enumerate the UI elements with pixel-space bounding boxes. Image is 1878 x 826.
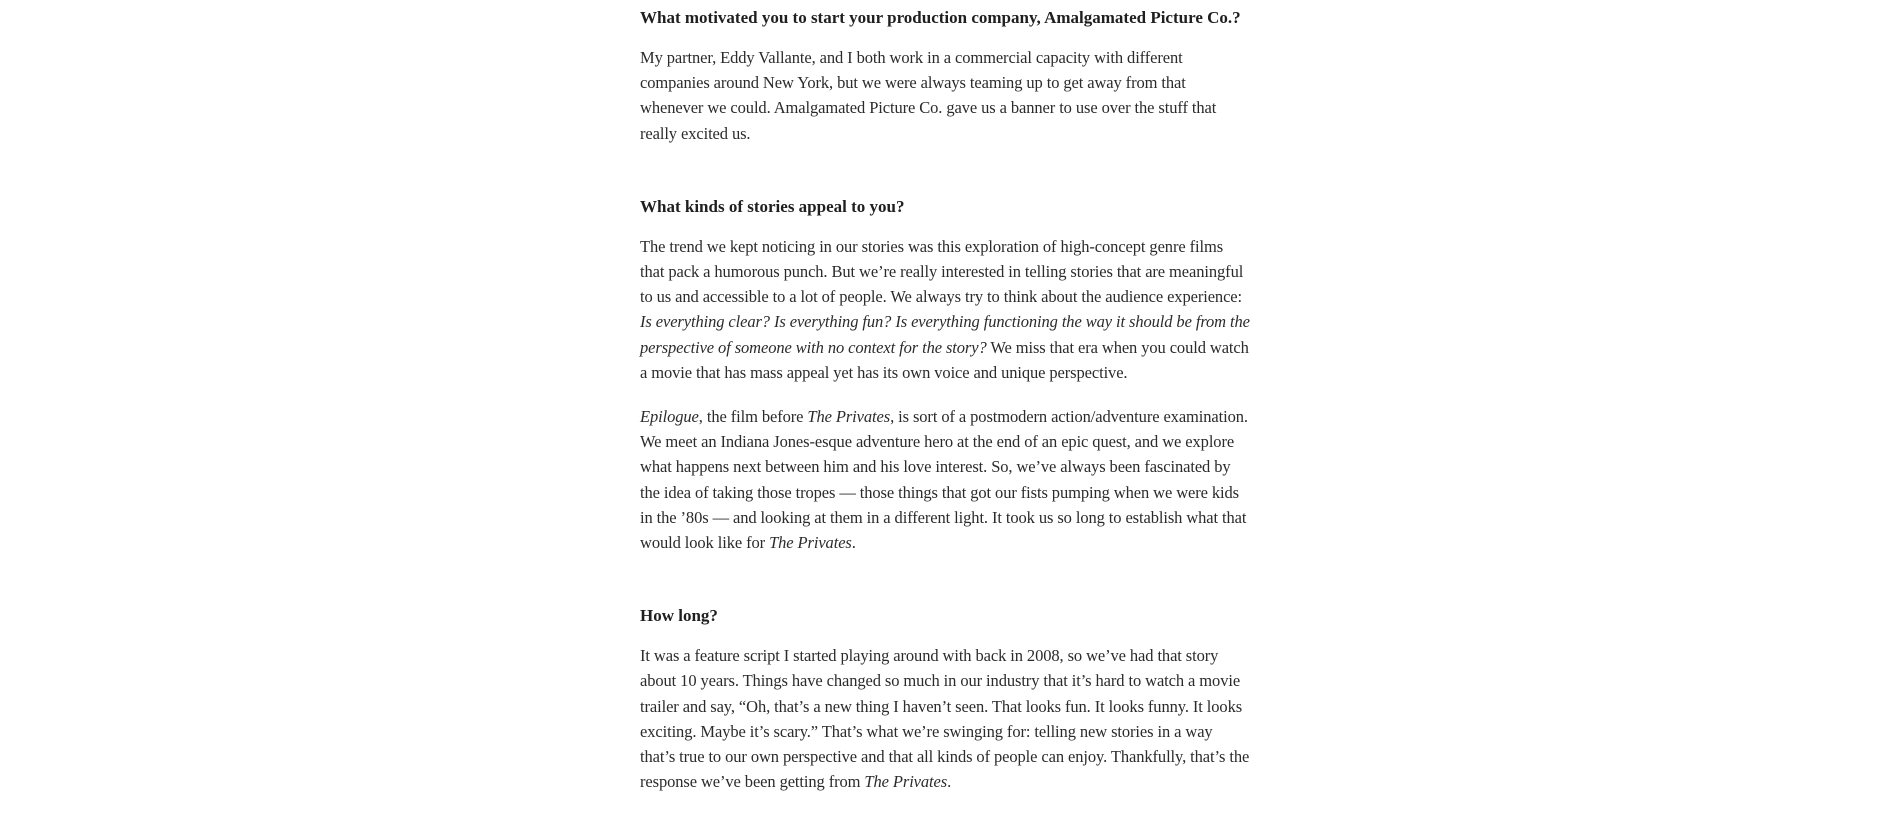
film-title: The Privates	[864, 772, 948, 792]
answer-text: My partner, Eddy Vallante, and I both work in a commercial capacity with different companies around New York, but we were always teaming up to get away from that whenever we could. Amalgamated Picture Co. gave us a banner to use over the stuff that really excited us.	[640, 48, 1217, 143]
answer-text: It was a feature script I started playing around with back in 2008, so we’ve had that story about 10 years. Things have changed so much in our industry that it’s hard to watch a movie trailer and say, “Oh, that’s a new thing I haven’t seen. That looks fun. It looks funny. It looks exciting. Maybe it’s scary.” That’s what we’re swinging for: telling new stories in a way that’s true to our own perspective and that all kinds of people can enjoy. Thankfully, that’s the response we’ve been getting from	[640, 646, 1250, 792]
answer-paragraph	[640, 45, 1250, 146]
answer-paragraph	[640, 404, 1250, 555]
answer-paragraph	[640, 643, 1250, 794]
film-title: The Privates	[807, 407, 891, 427]
answer-text: .	[851, 533, 856, 553]
answer-text: , is sort of a postmodern action/adventure examination. We meet an Indiana Jones-esque adventure hero at the end of an epic quest, and we explore what happens next between him and his love interest. So, we’ve always been fascinated by the idea of taking those tropes — those things that got our fists pumping when we were kids in the ’80s — and looking at them in a different light. It took us so long to establish what that would look like for	[640, 407, 1248, 553]
answer-text: , the film before	[698, 407, 808, 427]
film-title: The Privates	[769, 533, 852, 553]
film-title: Epilogue	[640, 407, 699, 427]
answer-text: .	[947, 772, 952, 792]
question-heading: How long?	[640, 606, 718, 626]
answer-text: We miss that era when you could watch a movie that has mass appeal yet has its own voice and unique perspective.	[640, 337, 1249, 382]
question-heading: What kinds of stories appeal to you?	[640, 196, 905, 216]
question-heading: What motivated you to start your production company, Amalgamated Picture Co.?	[640, 8, 1241, 27]
answer-italic-text: Is everything clear? Is everything fun? Is everything functioning the way it should be from the perspective of someone with no context for the story?	[640, 312, 1250, 357]
answer-text: The trend we kept noticing in our stories was this exploration of high-concept genre films that pack a humorous punch. But we’re really interested in telling stories that are meaningful to us and accessible to a lot of people. We always try to think about the audience experience:	[640, 236, 1244, 307]
interview-article	[640, 0, 1250, 794]
answer-paragraph	[640, 234, 1250, 385]
